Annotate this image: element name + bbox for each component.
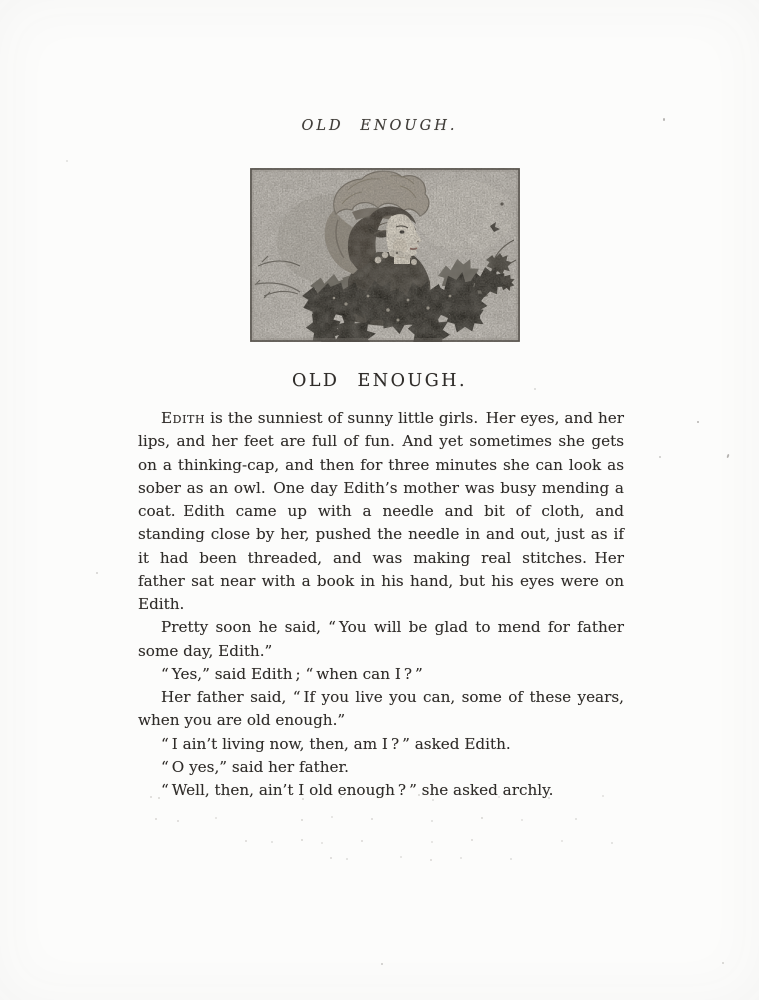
paragraph-text: “ Yes,” said Edith ; “ when can I ? ” bbox=[161, 664, 423, 683]
chapter-illustration bbox=[250, 168, 520, 342]
paragraph-text: Pretty soon he said, “ You will be glad to mend for father some day, Edith.” bbox=[138, 618, 624, 660]
story-text bbox=[138, 407, 624, 802]
paper-speck bbox=[96, 572, 98, 574]
chapter-title: OLD ENOUGH. bbox=[291, 371, 468, 391]
paragraph-text: “ Well, then, ain’t I old enough ? ” she asked archly. bbox=[161, 781, 554, 799]
paragraph bbox=[138, 407, 624, 616]
paragraph bbox=[138, 686, 624, 733]
bleed-through-marks bbox=[155, 818, 157, 820]
paragraph bbox=[138, 779, 624, 802]
paragraph-text: “ O yes,” said her father. bbox=[161, 757, 349, 776]
paragraph-text: Her father said, “ If you live you can, some of these years, when you are old enough.” bbox=[138, 688, 624, 730]
paragraph bbox=[138, 733, 624, 756]
bleed-through-marks bbox=[150, 796, 152, 798]
paragraph bbox=[138, 663, 624, 686]
bleed-through-marks bbox=[330, 857, 332, 859]
paper-speck bbox=[663, 118, 665, 121]
bleed-through-marks bbox=[245, 840, 247, 842]
paper-speck bbox=[381, 963, 383, 965]
engraving-girl-in-bonnet bbox=[250, 168, 520, 342]
paper-speck bbox=[722, 962, 724, 964]
paragraph bbox=[138, 616, 624, 663]
lead-word: Edith bbox=[161, 409, 206, 427]
paper-speck bbox=[659, 456, 661, 458]
paper-speck bbox=[66, 160, 68, 162]
running-header: OLD ENOUGH. bbox=[301, 118, 458, 134]
paper-speck bbox=[697, 421, 699, 423]
paper-speck bbox=[726, 454, 729, 458]
paragraph bbox=[138, 756, 624, 779]
paper-speck bbox=[534, 388, 536, 390]
paragraph-text: is the sunniest of sunny little girls. Her eyes, and her lips, and her feet are full of fun. And yet sometimes she gets on a thinking-cap, and then for three minutes she can look as sober as an owl. One day Edith’s mother was busy mending a coat. Edith came up with a needle and bit of cloth, and standing close by her, pushed the needle in and out, just as if it had been threaded, and was making real stitches. Her father sat near with a book in his hand, but his eyes were on Edith. bbox=[138, 409, 624, 613]
paragraph-text: “ I ain’t living now, then, am I ? ” asked Edith. bbox=[161, 734, 511, 753]
